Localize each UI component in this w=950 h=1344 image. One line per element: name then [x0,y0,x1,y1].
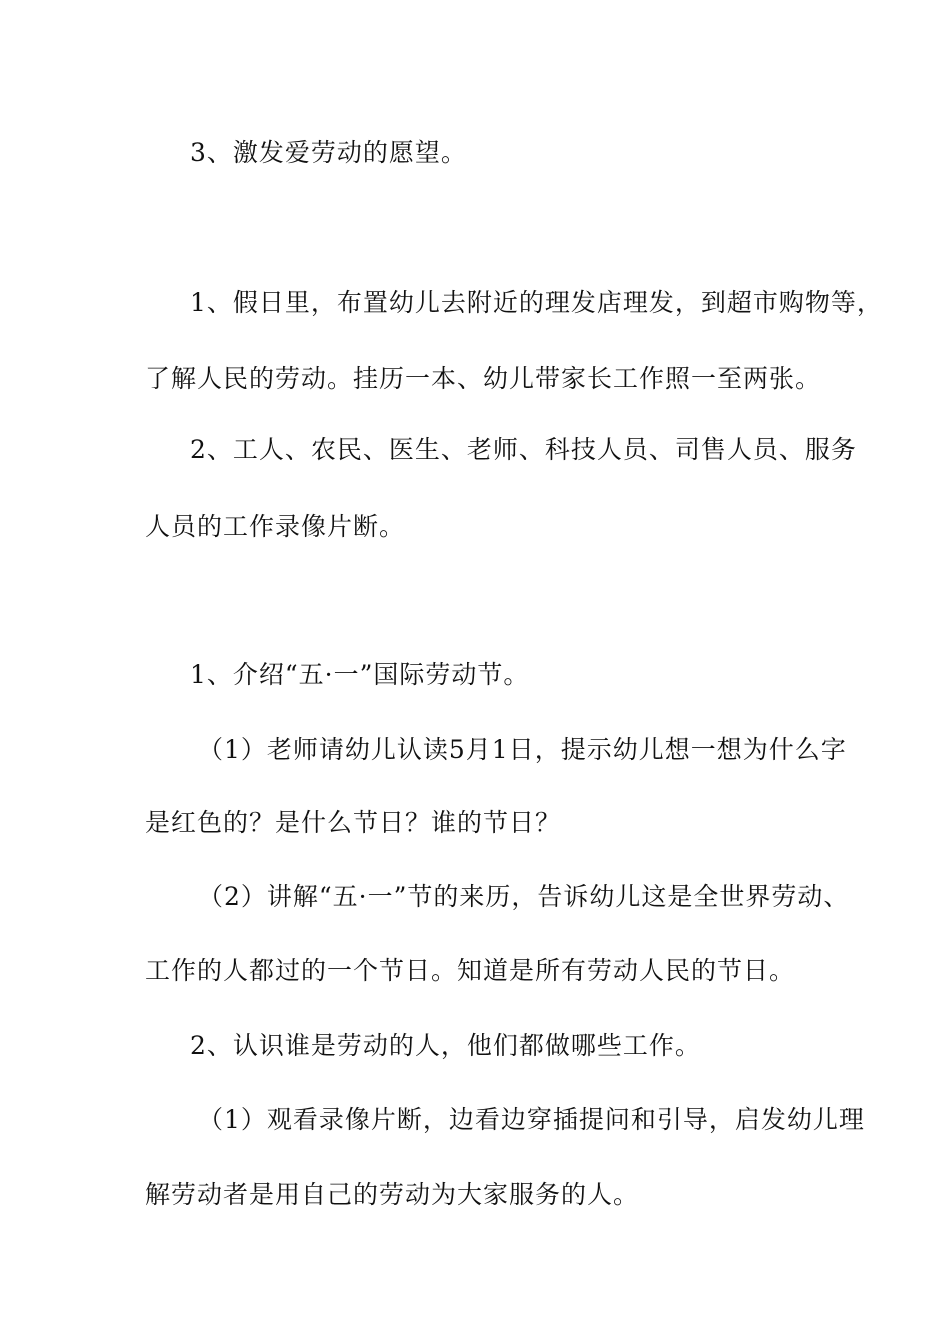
prep-item-1-line-2: 了解人民的劳动。挂历一本、幼儿带家长工作照一至两张。 [145,364,822,393]
process-sub-3-line-2: 解劳动者是用自己的劳动为大家服务的人。 [145,1180,640,1209]
process-sub-1-line-2: 是红色的？是什么节日？谁的节日？ [145,808,562,837]
prep-item-2-line-1: 2、工人、农民、医生、老师、科技人员、司售人员、服务 [190,435,857,464]
process-sub-3-line-1: （1）观看录像片断，边看边穿插提问和引导，启发幼儿理 [198,1105,865,1134]
goal-item-3: 3、激发爱劳动的愿望。 [190,138,467,167]
prep-item-1-line-1: 1、假日里，布置幼儿去附近的理发店理发，到超市购物等， [190,288,883,317]
process-sub-2-line-1: （2）讲解“五·一”节的来历，告诉幼儿这是全世界劳动、 [198,882,850,911]
process-sub-1-line-1: （1）老师请幼儿认读5月1日，提示幼儿想一想为什么字 [198,735,847,764]
prep-item-2-line-2: 人员的工作录像片断。 [145,512,406,541]
process-item-2: 2、认识谁是劳动的人，他们都做哪些工作。 [190,1031,701,1060]
process-sub-2-line-2: 工作的人都过的一个节日。知道是所有劳动人民的节日。 [145,956,796,985]
process-item-1: 1、介绍“五·一”国际劳动节。 [190,660,530,689]
